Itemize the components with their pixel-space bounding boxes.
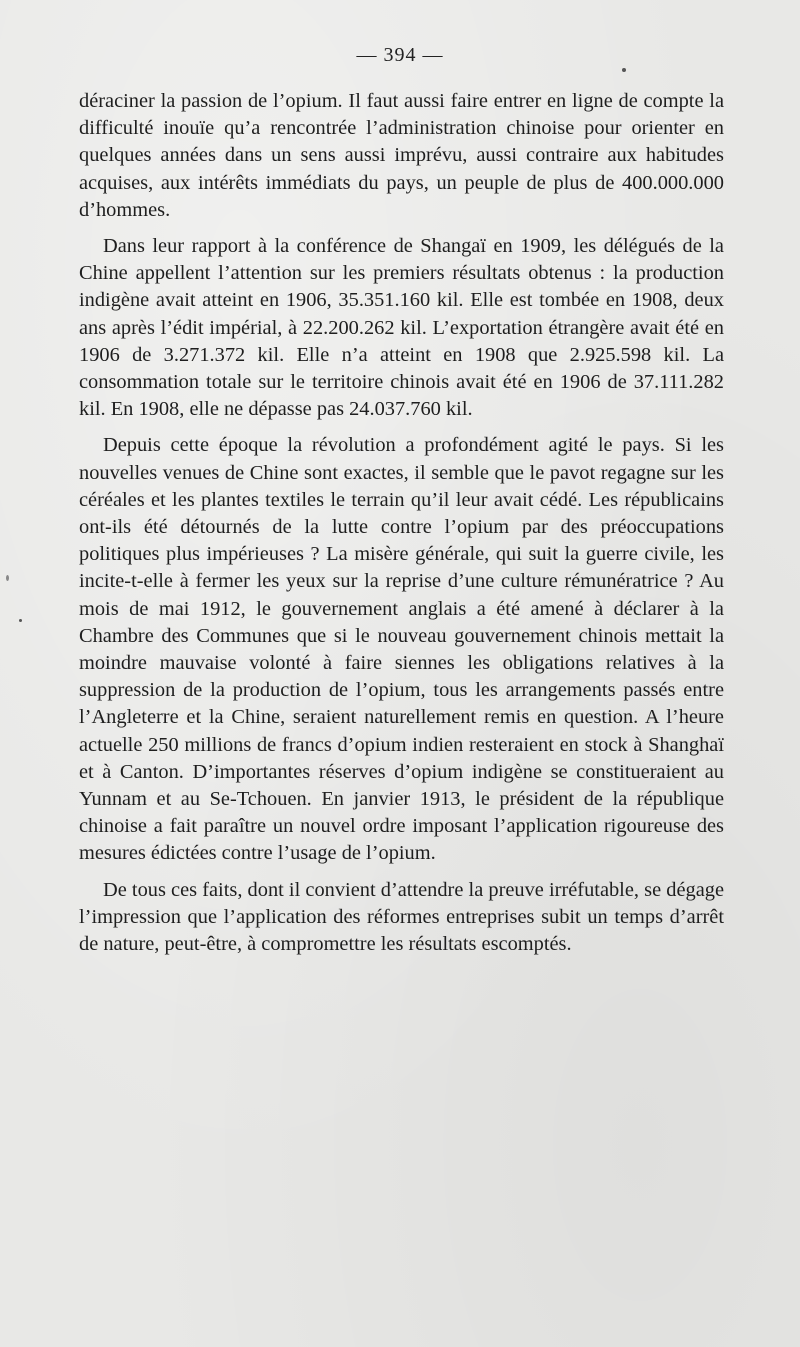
paper-speck [6,575,9,581]
paragraph-3: Depuis cette époque la révolution a profondément agité le pays. Si les nouvelles venues de Chine sont exactes, il semble que le pavot regagne sur les céréales et les plantes textiles le terrain qu’il leur avait cédé. Les républicains ont-ils été détournés de la lutte contre l’opium par des préoccupations politiques plus impérieuses ? La misère générale, qui suit la guerre civile, les incite-t-elle à fermer les yeux sur la reprise d’une culture rémunératrice ? Au mois de mai 1912, le gouvernement anglais a été amené à déclarer à la Chambre des Communes que si le nouveau gouvernement chinois mettait la moindre mauvaise volonté à faire siennes les obligations relatives à la suppression de la production de l’opium, tous les arrangements passés entre l’Angleterre et la Chine, seraient naturellement remis en question. A l’heure actuelle 250 millions de francs d’opium indien resteraient en stock à Shanghaï et à Canton. D’importantes réserves d’opium indigène se constitueraient au Yunnam et au Se-Tchouen. En janvier 1913, le président de la république chinoise a fait paraître un nouvel ordre imposant l’application rigoureuse des mesures édictées contre l’usage de l’opium. [79,434,724,865]
paragraph-2: Dans leur rapport à la conférence de Shangaï en 1909, les délégués de la Chine appellent l’attention sur les premiers résultats obtenus : la production indigène avait atteint en 1906, 35.351.160 kil. Elle est tombée en 1908, deux ans après l’édit impérial, à 22.200.262 kil. L’exportation étrangère avait été en 1906 de 3.271.372 kil. Elle n’a atteint en 1908 que 2.925.598 kil. La consommation totale sur le territoire chinois avait été en 1906 de 37.111.282 kil. En 1908, elle ne dépasse pas 24.037.760 kil. [79,235,724,421]
paper-speck [622,68,626,72]
paragraph-4: De tous ces faits, dont il convient d’attendre la preuve irréfutable, se dégage l’impression que l’application des réformes entreprises subit un temps d’arrêt de nature, peut-être, à compromettre les résultats escomptés. [79,878,724,956]
paper-speck [19,619,22,622]
body-text [79,88,724,967]
paragraph-1: déraciner la passion de l’opium. Il faut aussi faire entrer en ligne de compte la difficulté inouïe qu’a rencontrée l’administration chinoise pour orienter en quelques années dans un sens aussi imprévu, aussi contraire aux habitudes acquises, aux intérêts immédiats du pays, un peuple de plus de 400.000.000 d’hommes. [79,90,724,221]
page-number: — 394 — [356,44,444,66]
